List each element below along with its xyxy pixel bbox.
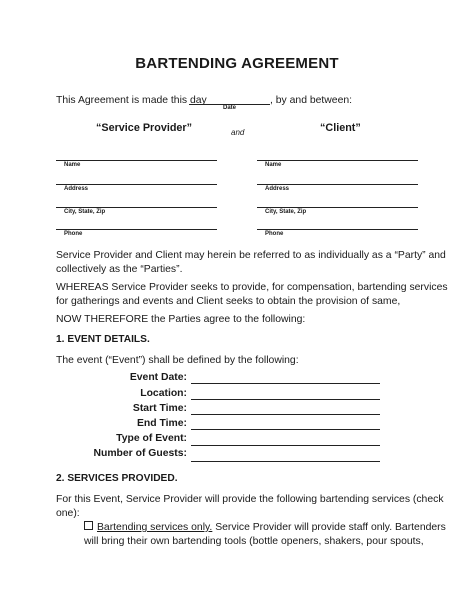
event-type-label: Type of Event: — [116, 433, 187, 444]
section1-intro: The event (“Event”) shall be defined by the following: — [56, 355, 299, 366]
and-text: and — [231, 128, 245, 137]
guest-count-label: Number of Guests: — [93, 448, 187, 459]
event-type-line[interactable] — [191, 445, 380, 446]
client-name-label: Name — [265, 162, 282, 168]
whereas-line1: WHEREAS Service Provider seeks to provide, for compensation, bartending services — [56, 282, 448, 293]
whereas-line2: for gatherings and events and Client seeks to obtain the provision of same, — [56, 296, 401, 307]
end-time-label: End Time: — [136, 418, 187, 429]
parties-paragraph-line2: collectively as the “Parties”. — [56, 264, 183, 275]
section2-intro-line2: one): — [56, 508, 80, 519]
provider-name-line[interactable] — [56, 160, 217, 161]
client-city-line[interactable] — [257, 207, 418, 208]
client-heading: “Client” — [320, 122, 361, 134]
section1-heading: 1. EVENT DETAILS. — [56, 334, 150, 345]
checkbox-icon[interactable] — [84, 521, 93, 530]
provider-phone-label: Phone — [64, 231, 83, 237]
option-bartending-only — [84, 521, 446, 535]
start-time-line[interactable] — [191, 414, 380, 415]
section2-heading: 2. SERVICES PROVIDED. — [56, 473, 178, 484]
start-time-label: Start Time: — [132, 403, 187, 414]
intro-after: , by and between: — [270, 95, 353, 106]
client-name-line[interactable] — [257, 160, 418, 161]
location-label: Location: — [140, 388, 187, 399]
event-date-label: Event Date: — [129, 372, 187, 383]
client-phone-label: Phone — [265, 231, 284, 237]
location-line[interactable] — [191, 399, 380, 400]
parties-paragraph-line1: Service Provider and Client may herein be referred to as individually as a “Party” and — [56, 250, 446, 261]
client-address-label: Address — [265, 186, 290, 192]
guest-count-line[interactable] — [191, 461, 380, 462]
provider-name-label: Name — [64, 162, 81, 168]
option-description-line2: will bring their own bartending tools (bottle openers, shakers, pour spouts, — [84, 536, 424, 547]
event-date-line[interactable] — [191, 383, 380, 384]
provider-address-label: Address — [64, 186, 89, 192]
section2-intro-line1: For this Event, Service Provider will provide the following bartending services (check — [56, 494, 444, 505]
now-therefore-text: NOW THEREFORE the Parties agree to the following: — [56, 314, 306, 325]
service-provider-heading: “Service Provider” — [96, 122, 193, 134]
intro-before: This Agreement is made this day — [56, 95, 207, 106]
date-caption: Date — [223, 105, 237, 111]
option-title: Bartending services only. — [97, 522, 213, 533]
end-time-line[interactable] — [191, 429, 380, 430]
provider-city-label: City, State, Zip — [64, 209, 106, 215]
client-phone-line[interactable] — [257, 229, 418, 230]
provider-address-line[interactable] — [56, 184, 217, 185]
provider-phone-line[interactable] — [56, 229, 217, 230]
provider-city-line[interactable] — [56, 207, 217, 208]
intro-text — [56, 94, 207, 108]
document-title: BARTENDING AGREEMENT — [135, 55, 339, 72]
client-address-line[interactable] — [257, 184, 418, 185]
option-description: Service Provider will provide staff only. Bartenders — [212, 522, 446, 533]
client-city-label: City, State, Zip — [265, 209, 307, 215]
